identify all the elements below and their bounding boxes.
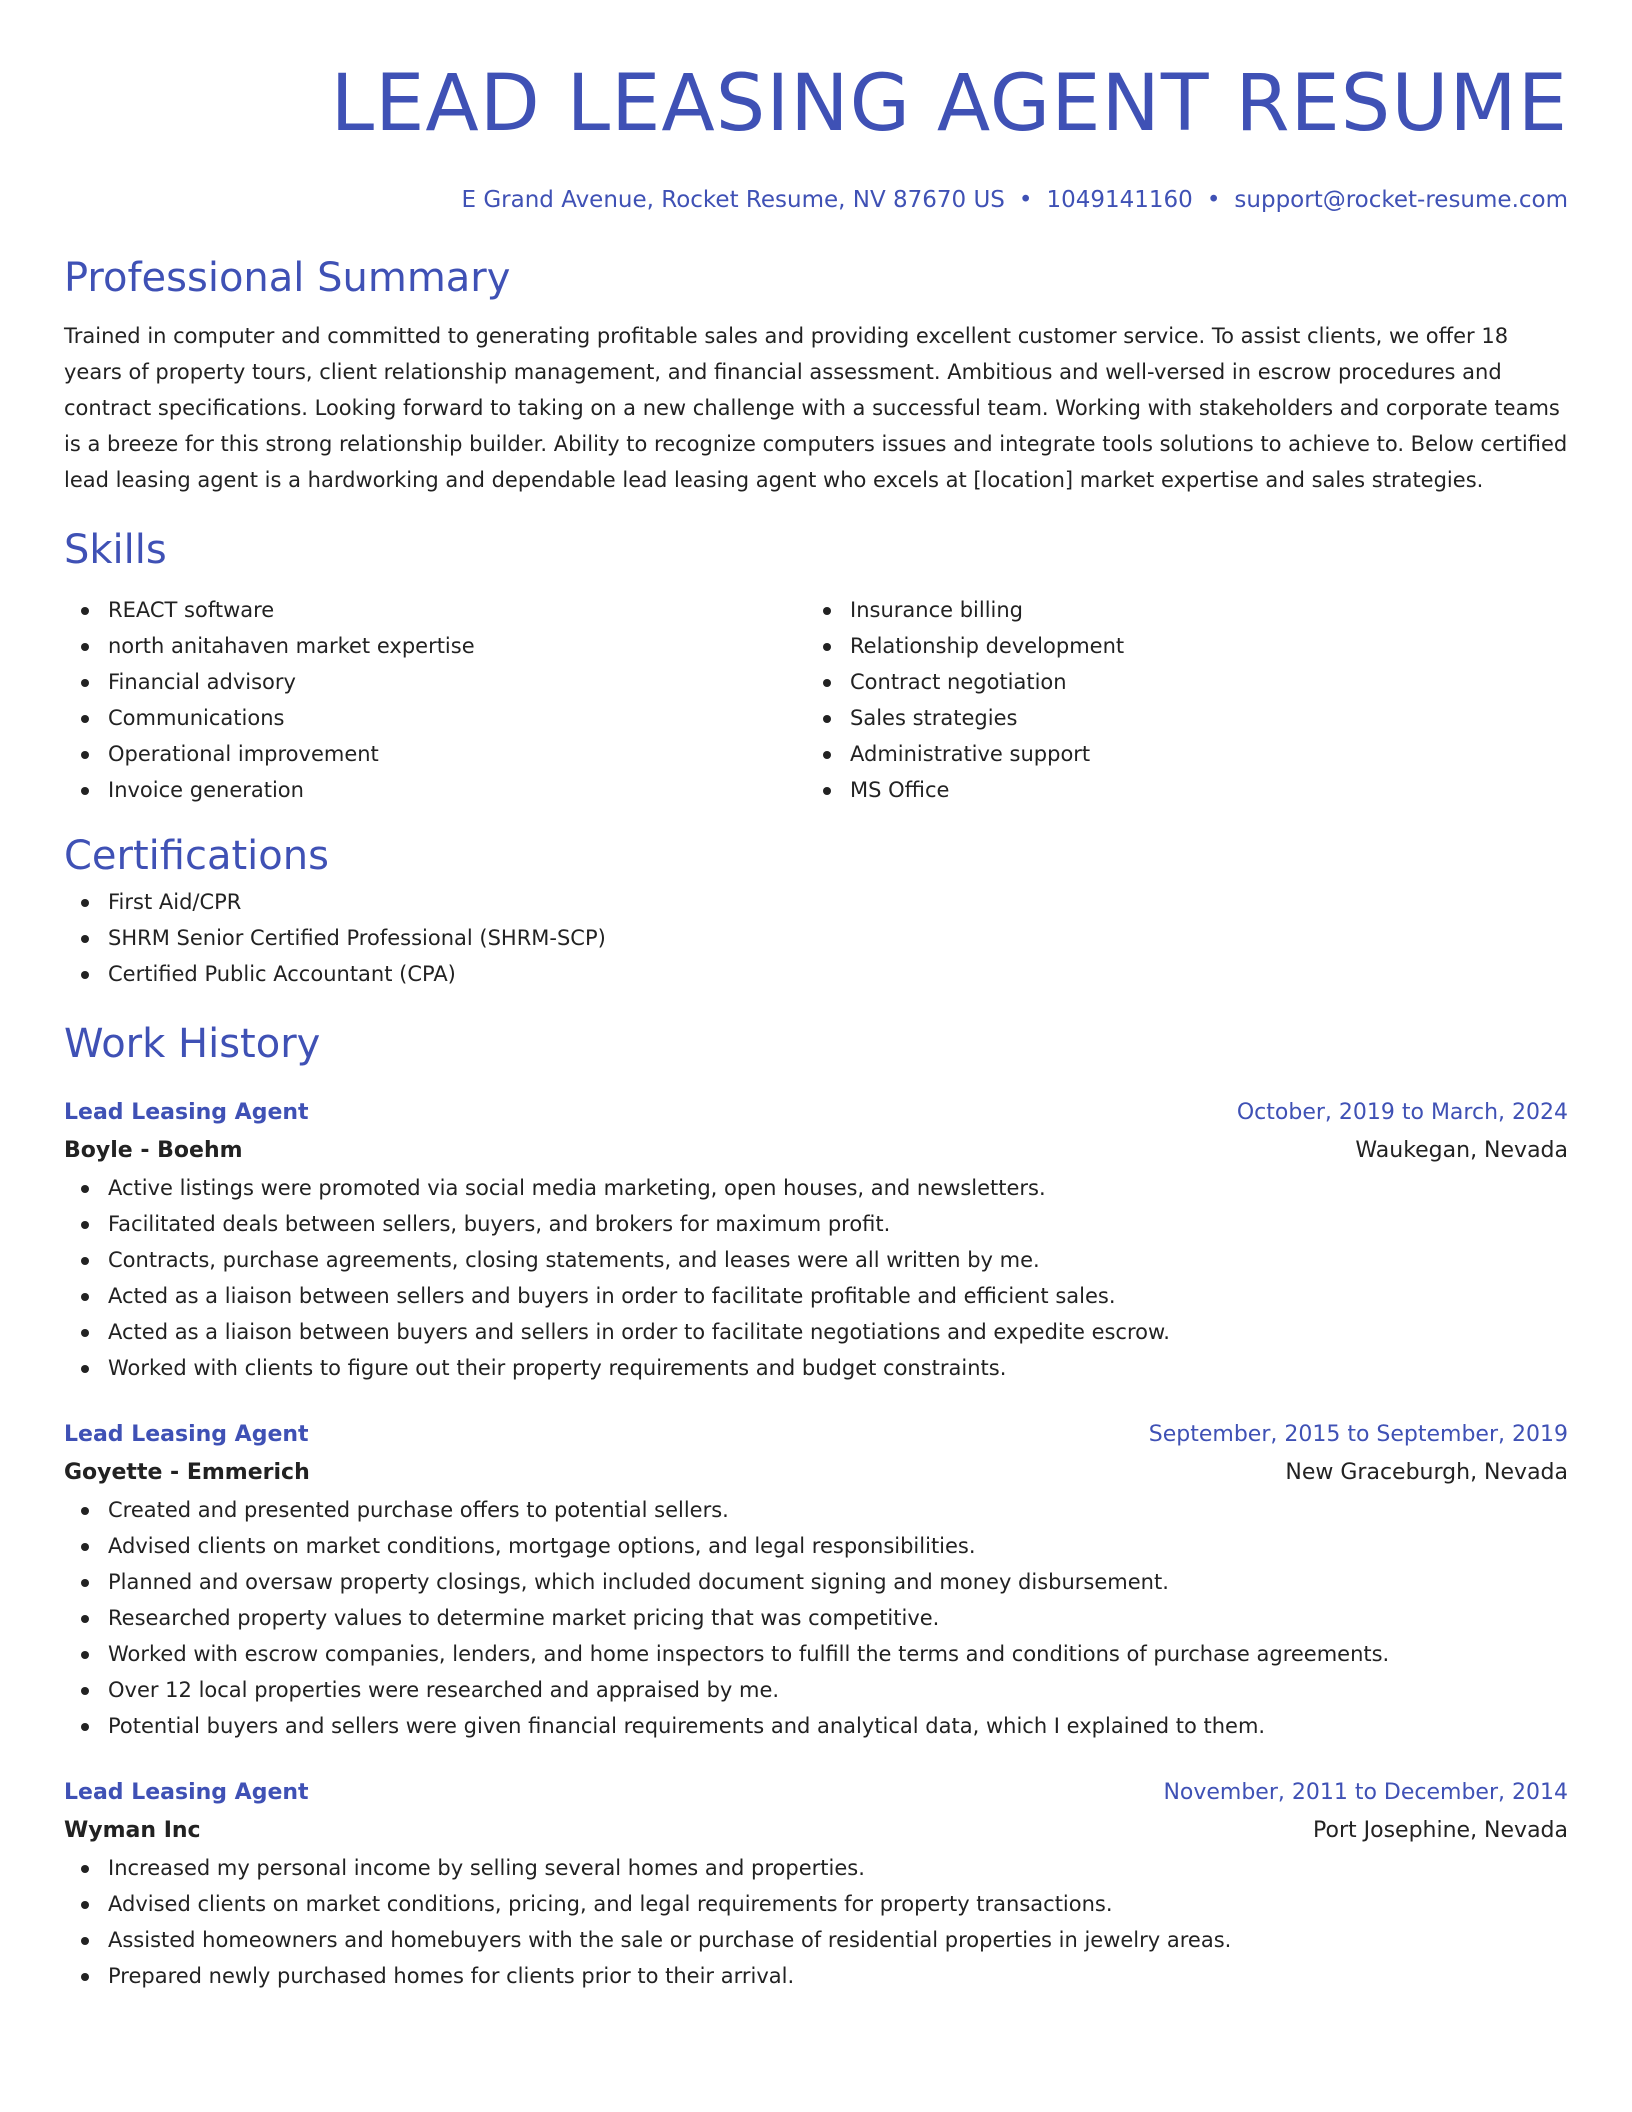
summary-text: Trained in computer and committed to generating profitable sales and providing excellent customer service. To assist clients, we offer 18 years of property tours, client relationship management, and financial assessment. Ambitious and well-versed in escrow procedures and contract specifications. Looking forward to taking on a new challenge with a successful team. Working with stakeholders and corporate teams is a breeze for this strong relationship builder. Ability to recognize computers issues and integrate tools solutions to achieve to. Below certified lead leasing agent is a hardworking and dependable lead leasing agent who excels at [location] market expertise and sales strategies. [64,324,1568,492]
job-entry [64,1774,1568,1994]
contact-line [64,184,1568,216]
job-bullet: Worked with escrow companies, lenders, and home inspectors to fulfill the terms and conditions of purchase agreements. [108,1636,1568,1672]
job-bullet-list [64,1492,1568,1744]
certification-item: SHRM Senior Certified Professional (SHRM-SCP) [108,920,1568,956]
job-bullet: Advised clients on market conditions, mortgage options, and legal responsibilities. [108,1528,1568,1564]
contact-separator: • [1018,187,1033,213]
skill-item: Communications [108,700,806,736]
job-company-row [64,1132,1568,1170]
job-bullet: Acted as a liaison between sellers and buyers in order to facilitate profitable and efficient sales. [108,1278,1568,1314]
skill-item: Administrative support [850,736,1548,772]
job-bullet: Assisted homeowners and homebuyers with the sale or purchase of residential properties in jewelry areas. [108,1922,1568,1958]
skill-item: Invoice generation [108,772,806,808]
job-company: Wyman Inc [64,1818,201,1843]
job-title: Lead Leasing Agent [64,1780,309,1805]
job-bullet: Contracts, purchase agreements, closing statements, and leases were all written by me. [108,1242,1568,1278]
resume-page [64,0,1568,1994]
skill-item: REACT software [108,592,806,628]
certification-item: First Aid/CPR [108,884,1568,920]
job-bullet: Prepared newly purchased homes for clients prior to their arrival. [108,1958,1568,1994]
job-dates: October, 2019 to March, 2024 [1236,1100,1568,1125]
job-title: Lead Leasing Agent [64,1100,309,1125]
job-bullet: Created and presented purchase offers to potential sellers. [108,1492,1568,1528]
job-bullet: Acted as a liaison between buyers and sellers in order to facilitate negotiations and expedite escrow. [108,1314,1568,1350]
job-title-row [64,1416,1568,1454]
certifications-list [64,884,1568,992]
job-location: Waukegan, Nevada [1355,1138,1568,1163]
job-title-row [64,1774,1568,1812]
job-dates: September, 2015 to September, 2019 [1148,1422,1568,1447]
job-dates: November, 2011 to December, 2014 [1163,1780,1568,1805]
skill-item: Insurance billing [850,592,1548,628]
job-company-row [64,1454,1568,1492]
job-company: Goyette - Emmerich [64,1460,310,1485]
job-bullet: Researched property values to determine market pricing that was competitive. [108,1600,1568,1636]
job-bullet: Facilitated deals between sellers, buyers, and brokers for maximum profit. [108,1206,1568,1242]
job-bullet: Increased my personal income by selling several homes and properties. [108,1850,1568,1886]
skills-grid [64,592,1568,808]
skill-item: north anitahaven market expertise [108,628,806,664]
job-company-row [64,1812,1568,1850]
job-title-row [64,1094,1568,1132]
contact-address: E Grand Avenue, Rocket Resume, NV 87670 US [461,187,1005,213]
job-bullet: Worked with clients to figure out their property requirements and budget constraints. [108,1350,1568,1386]
job-bullet-list [64,1850,1568,1994]
skills-list-right [806,592,1548,808]
skill-item: Relationship development [850,628,1548,664]
skills-column-left [64,592,806,808]
job-bullet: Active listings were promoted via social media marketing, open houses, and newsletters. [108,1170,1568,1206]
job-entry [64,1094,1568,1386]
job-bullet: Over 12 local properties were researched and appraised by me. [108,1672,1568,1708]
work-history-heading: Work History [64,1021,321,1067]
job-location: New Graceburgh, Nevada [1285,1460,1568,1485]
job-bullet: Advised clients on market conditions, pricing, and legal requirements for property transactions. [108,1886,1568,1922]
certifications-heading: Certifications [64,833,329,879]
resume-title: LEAD LEASING AGENT RESUME [330,59,1568,149]
job-entry [64,1416,1568,1744]
job-title: Lead Leasing Agent [64,1422,309,1447]
skills-heading: Skills [64,527,167,573]
skill-item: Operational improvement [108,736,806,772]
job-location: Port Josephine, Nevada [1313,1818,1568,1843]
job-bullet: Planned and oversaw property closings, which included document signing and money disbursement. [108,1564,1568,1600]
job-bullet-list [64,1170,1568,1386]
job-bullet: Potential buyers and sellers were given financial requirements and analytical data, which I explained to them. [108,1708,1568,1744]
skills-column-right [806,592,1548,808]
summary-heading: Professional Summary [64,255,511,301]
contact-phone: 1049141160 [1046,187,1193,213]
skill-item: Financial advisory [108,664,806,700]
job-company: Boyle - Boehm [64,1138,243,1163]
skills-list-left [64,592,806,808]
skill-item: Sales strategies [850,700,1548,736]
skill-item: Contract negotiation [850,664,1548,700]
contact-separator: • [1206,187,1221,213]
certification-item: Certified Public Accountant (CPA) [108,956,1568,992]
contact-email: support@rocket-resume.com [1234,187,1568,213]
skill-item: MS Office [850,772,1548,808]
